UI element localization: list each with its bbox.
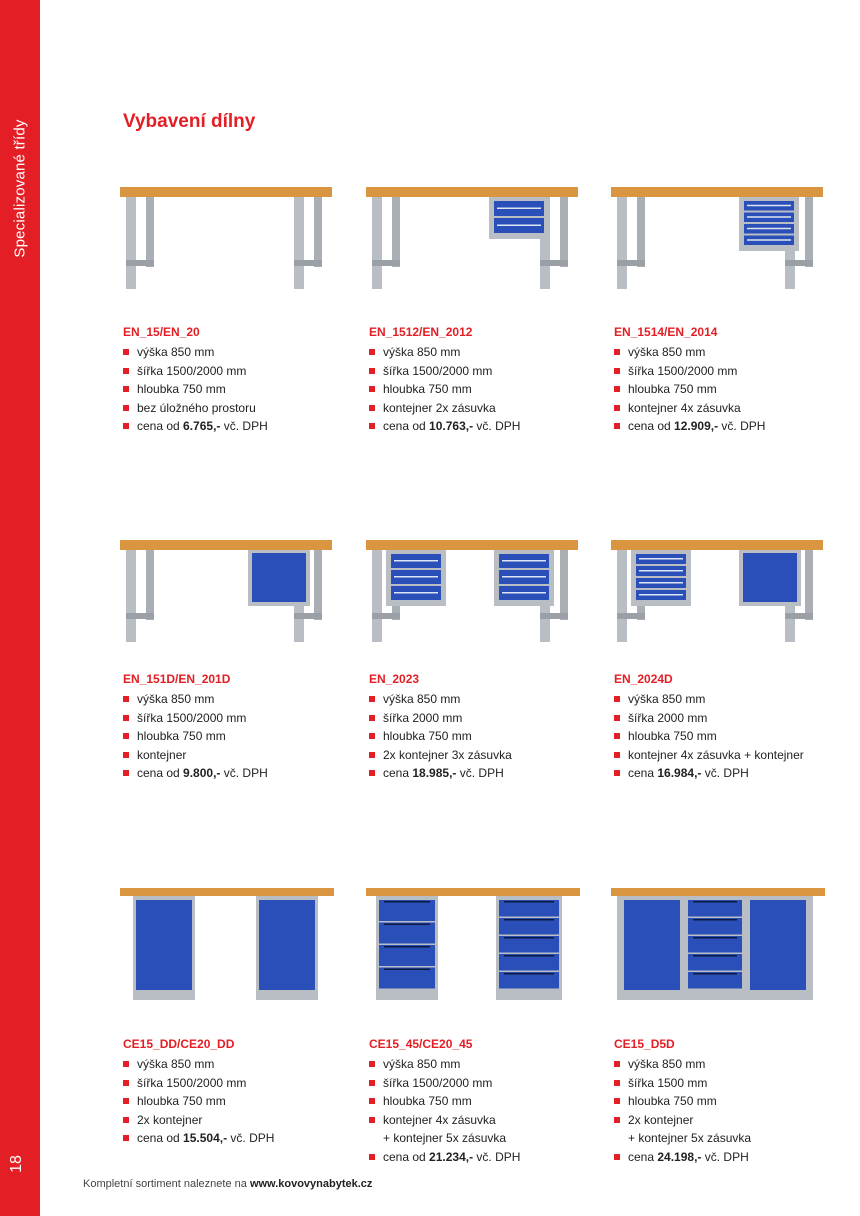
container <box>496 896 562 1000</box>
leg <box>294 197 304 289</box>
price-value: 6.765,- <box>183 419 221 433</box>
container <box>739 197 799 251</box>
container <box>133 896 195 1000</box>
page-title: Vybavení dílny <box>123 111 256 132</box>
price-suffix: vč. DPH <box>220 766 268 780</box>
product-image <box>364 182 584 299</box>
leg-brace <box>617 260 645 266</box>
price-prefix: cena od <box>383 419 430 433</box>
price-suffix: vč. DPH <box>227 1131 275 1145</box>
leg-brace <box>372 260 400 266</box>
price-item <box>614 764 844 783</box>
spec-item: hloubka 750 mm <box>123 380 353 399</box>
spec-item: kontejner 2x zásuvka <box>369 399 599 418</box>
spec-list <box>614 690 844 783</box>
spec-item: výška 850 mm <box>614 343 844 362</box>
product-code: EN_151D/EN_201D <box>123 672 231 686</box>
leg-brace <box>294 613 322 619</box>
leg-brace <box>126 613 154 619</box>
price-value: 24.198,- <box>657 1149 702 1164</box>
price-prefix: cena od <box>628 419 675 433</box>
container <box>739 550 801 606</box>
worktop <box>611 888 825 896</box>
price-item <box>123 1129 353 1148</box>
leg-brace <box>617 613 645 619</box>
product-code: EN_1512/EN_2012 <box>369 325 473 339</box>
product-code: EN_1514/EN_2014 <box>614 325 718 339</box>
product-spec <box>369 1037 599 1166</box>
worktop <box>611 187 823 197</box>
spec-list <box>123 1055 353 1148</box>
sidebar <box>0 0 40 1216</box>
worktop <box>120 187 332 197</box>
spec-item: šířka 1500/2000 mm <box>123 709 353 728</box>
price-item <box>123 764 353 783</box>
spec-item: hloubka 750 mm <box>614 1092 844 1111</box>
leg <box>126 197 136 289</box>
product-image <box>118 182 338 299</box>
spec-item: hloubka 750 mm <box>369 380 599 399</box>
website-link[interactable]: www.kovovynabytek.cz <box>249 1178 373 1190</box>
product-spec <box>123 1037 353 1148</box>
spec-list <box>369 343 599 436</box>
price-value: 15.504,- <box>183 1131 228 1145</box>
product-spec <box>614 325 844 436</box>
container <box>621 896 683 1000</box>
spec-item: výška 850 mm <box>123 343 353 362</box>
leg <box>560 550 568 620</box>
spec-item: výška 850 mm <box>369 343 599 362</box>
price-item <box>123 417 353 436</box>
price-suffix: vč. DPH <box>456 766 504 780</box>
price-value: 18.985,- <box>412 766 457 780</box>
product-image <box>118 535 338 652</box>
spec-item: bez úložného prostoru <box>123 399 353 418</box>
spec-item: šířka 1500/2000 mm <box>123 362 353 381</box>
product-image <box>609 880 829 1013</box>
spec-item: hloubka 750 mm <box>369 727 599 746</box>
leg <box>372 197 382 289</box>
leg-brace <box>540 613 568 619</box>
price-suffix: vč. DPH <box>220 419 268 433</box>
product-image <box>609 535 829 652</box>
price-prefix: cena od <box>137 1131 184 1145</box>
spec-item: 2x kontejner <box>614 1111 844 1130</box>
product-image <box>364 535 584 652</box>
footer-text: Kompletní sortiment naleznete na <box>83 1178 250 1190</box>
leg-brace <box>540 260 568 266</box>
spec-list <box>369 690 599 783</box>
spec-item: 2x kontejner <box>123 1111 353 1130</box>
container <box>248 550 310 606</box>
spec-item: výška 850 mm <box>123 690 353 709</box>
product-code: CE15_45/CE20_45 <box>369 1037 473 1051</box>
spec-item: výška 850 mm <box>369 690 599 709</box>
leg-brace <box>126 260 154 266</box>
worktop <box>366 187 578 197</box>
price-value: 21.234,- <box>429 1149 474 1164</box>
price-item <box>369 764 599 783</box>
product-image <box>364 880 584 1013</box>
product-code: EN_2024D <box>614 672 673 686</box>
product-code: CE15_DD/CE20_DD <box>123 1037 235 1051</box>
spec-item: výška 850 mm <box>369 1055 599 1074</box>
spec-item: hloubka 750 mm <box>123 1092 353 1111</box>
leg <box>392 197 400 267</box>
spec-item: hloubka 750 mm <box>614 380 844 399</box>
leg <box>146 197 154 267</box>
price-prefix: cena od <box>137 766 184 780</box>
leg-brace <box>294 260 322 266</box>
price-prefix: cena od <box>383 1149 430 1164</box>
price-item <box>369 417 599 436</box>
spec-item: + kontejner 5x zásuvka <box>383 1131 507 1145</box>
price-prefix: cena od <box>137 419 184 433</box>
worktop <box>611 540 823 550</box>
footer <box>83 1178 372 1190</box>
price-prefix: cena <box>383 766 413 780</box>
worktop <box>366 540 578 550</box>
spec-item: kontejner 4x zásuvka + kontejner <box>614 746 844 765</box>
price-prefix: cena <box>628 1149 658 1164</box>
spec-item: výška 850 mm <box>614 1055 844 1074</box>
price-suffix: vč. DPH <box>473 1149 521 1164</box>
spec-list <box>369 1055 599 1166</box>
leg <box>805 550 813 620</box>
spec-item: šířka 1500/2000 mm <box>369 362 599 381</box>
spec-item: výška 850 mm <box>614 690 844 709</box>
spec-item: 2x kontejner 3x zásuvka <box>369 746 599 765</box>
spec-item: hloubka 750 mm <box>369 1092 599 1111</box>
leg <box>617 197 627 289</box>
container <box>489 197 549 239</box>
page-number: 18 <box>8 1155 25 1173</box>
spec-list <box>123 343 353 436</box>
worktop <box>366 888 580 896</box>
leg <box>314 550 322 620</box>
product-image <box>609 182 829 299</box>
product-spec <box>614 1037 844 1166</box>
price-value: 10.763,- <box>429 419 474 433</box>
spec-item: kontejner <box>123 746 353 765</box>
price-suffix: vč. DPH <box>718 419 766 433</box>
spec-item: + kontejner 5x zásuvka <box>628 1131 752 1145</box>
spec-item: kontejner 4x zásuvka <box>369 1111 599 1130</box>
spec-item: šířka 1500 mm <box>614 1074 844 1093</box>
worktop <box>120 888 334 896</box>
product-code: CE15_D5D <box>614 1037 675 1051</box>
leg <box>617 550 627 642</box>
leg <box>126 550 136 642</box>
spec-item: šířka 2000 mm <box>369 709 599 728</box>
leg-brace <box>785 613 813 619</box>
leg <box>560 197 568 267</box>
leg <box>637 197 645 267</box>
spec-item: hloubka 750 mm <box>123 727 353 746</box>
container <box>376 896 438 1000</box>
price-item <box>614 417 844 436</box>
spec-item: kontejner 4x zásuvka <box>614 399 844 418</box>
product-spec <box>123 325 353 436</box>
price-prefix: cena <box>628 766 658 780</box>
container <box>494 550 554 606</box>
product-spec <box>123 672 353 783</box>
spec-item: šířka 1500/2000 mm <box>123 1074 353 1093</box>
price-value: 12.909,- <box>674 419 719 433</box>
price-item <box>614 1148 844 1167</box>
price-value: 9.800,- <box>183 766 221 780</box>
product-spec <box>369 672 599 783</box>
product-code: EN_15/EN_20 <box>123 325 200 339</box>
leg <box>372 550 382 642</box>
leg-brace <box>785 260 813 266</box>
spec-item: výška 850 mm <box>123 1055 353 1074</box>
section-title: Specializované třídy <box>11 119 29 258</box>
product-code: EN_2023 <box>369 672 420 686</box>
container <box>685 896 745 1000</box>
spec-item: šířka 2000 mm <box>614 709 844 728</box>
container <box>747 896 809 1000</box>
spec-item: šířka 1500/2000 mm <box>369 1074 599 1093</box>
worktop <box>120 540 332 550</box>
spec-list <box>614 343 844 436</box>
price-suffix: vč. DPH <box>701 766 749 780</box>
product-image <box>118 880 338 1013</box>
container <box>631 550 691 606</box>
spec-item: hloubka 750 mm <box>614 727 844 746</box>
price-value: 16.984,- <box>657 766 702 780</box>
container <box>256 896 318 1000</box>
price-suffix: vč. DPH <box>701 1149 749 1164</box>
leg <box>146 550 154 620</box>
leg-brace <box>372 613 400 619</box>
container <box>386 550 446 606</box>
spec-item: šířka 1500/2000 mm <box>614 362 844 381</box>
price-item <box>369 1148 599 1167</box>
spec-list <box>123 690 353 783</box>
spec-list <box>614 1055 844 1166</box>
leg <box>314 197 322 267</box>
product-spec <box>369 325 599 436</box>
price-suffix: vč. DPH <box>473 419 521 433</box>
product-spec <box>614 672 844 783</box>
leg <box>805 197 813 267</box>
